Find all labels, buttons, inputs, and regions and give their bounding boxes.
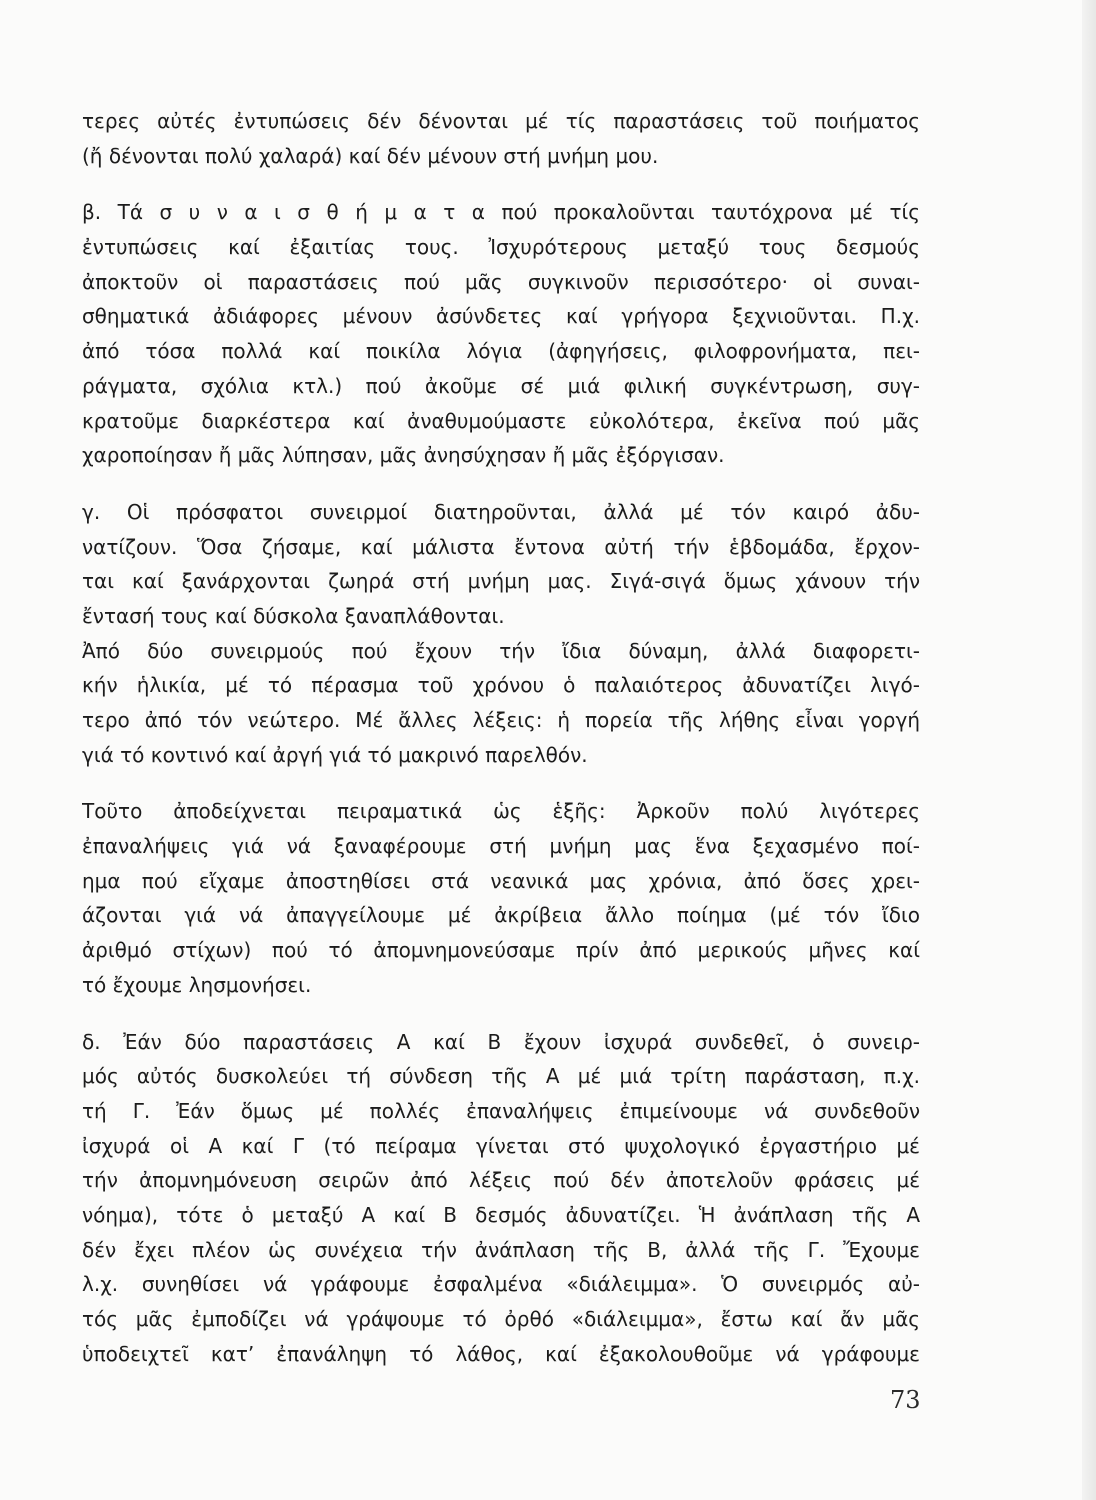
text-line: ἐπαναλήψεις γιά νά ξαναφέρουμε στή μνήμη μας ἕνα ξεχασμένο ποί- xyxy=(82,834,920,859)
text-line: ται καί ξανάρχονται ζωηρά στή μνήμη μας. Σιγά-σιγά ὅμως χάνουν τήν xyxy=(82,569,920,594)
paragraph xyxy=(82,495,920,634)
page-edge-shadow xyxy=(1082,0,1096,1500)
text-line: τός μᾶς ἐμποδίζει νά γράψουμε τό ὀρθό «διάλειμμα», ἔστω καί ἄν μᾶς xyxy=(82,1307,920,1331)
text-line: τερο ἀπό τόν νεώτερο. Μέ ἄλλες λέξεις: ἡ πορεία τῆς λήθης εἶναι γοργή xyxy=(82,708,920,732)
text-line: ἰσχυρά οἱ Α καί Γ (τό πείραμα γίνεται στό ψυχολογικό ἐργαστήριο μέ xyxy=(82,1133,920,1158)
text-line: νόημα), τότε ὁ μεταξύ Α καί Β δεσμός ἀδυνατίζει. Ἡ ἀνάπλαση τῆς Α xyxy=(82,1202,920,1227)
text-line: (ἤ δένονται πολύ χαλαρά) καί δέν μένουν στή μνήμη μου. xyxy=(82,143,659,168)
text-line: δ. Ἐάν δύο παραστάσεις Α καί Β ἔχουν ἰσχυρά συνδεθεῖ, ὁ συνειρ- xyxy=(82,1029,920,1054)
text-line: γ. Οἱ πρόσφατοι συνειρμοί διατηροῦνται, ἀλλά μέ τόν καιρό ἀδυ- xyxy=(82,499,920,524)
paragraph xyxy=(82,1025,920,1372)
paragraph xyxy=(82,794,920,1002)
paragraph-gap xyxy=(82,173,920,195)
paragraph xyxy=(82,104,920,173)
text-line: τή Γ. Ἐάν ὅμως μέ πολλές ἐπαναλήψεις ἐπιμείνουμε νά συνδεθοῦν xyxy=(82,1098,920,1123)
paragraph-gap xyxy=(82,473,920,495)
page-number: 73 xyxy=(890,1386,921,1414)
paragraph-gap xyxy=(82,772,920,794)
text-line: ἀριθμό στίχων) πού τό ἀπομνημονεύσαμε πρίν ἀπό μερικούς μῆνες καί xyxy=(82,938,920,963)
text-line: β. Τά σ υ ν α ι σ θ ή μ α τ α πού προκαλοῦνται ταυτόχρονα μέ τίς xyxy=(82,200,920,225)
text-line: ράγματα, σχόλια κτλ.) πού ἀκοῦμε σέ μιά φιλική συγκέντρωση, συγ- xyxy=(82,373,920,398)
text-line: γιά τό κοντινό καί ἀργή γιά τό μακρινό παρελθόν. xyxy=(82,742,588,767)
text-line: κρατοῦμε διαρκέστερα καί ἀναθυμούμαστε εὐκολότερα, ἐκεῖνα πού μᾶς xyxy=(82,408,920,433)
text-line: τερες αὐτές ἐντυπώσεις δέν δένονται μέ τίς παραστάσεις τοῦ ποιήματος xyxy=(82,109,920,133)
text-line: λ.χ. συνηθίσει νά γράφουμε ἐσφαλμένα «διάλειμμα». Ὁ συνειρμός αὐ- xyxy=(82,1272,920,1297)
text-line: άζονται γιά νά ἀπαγγείλουμε μέ ἀκρίβεια ἄλλο ποίημα (μέ τόν ἴδιο xyxy=(82,903,920,928)
text-line: κήν ἡλικία, μέ τό πέρασμα τοῦ χρόνου ὁ παλαιότερος ἀδυνατίζει λιγό- xyxy=(82,673,920,698)
text-line: δέν ἔχει πλέον ὡς συνέχεια τήν ἀνάπλαση τῆς Β, ἀλλά τῆς Γ. Ἔχουμε xyxy=(82,1237,920,1262)
paragraph xyxy=(82,634,920,773)
body-text xyxy=(82,104,920,1371)
text-line: τό ἔχουμε λησμονήσει. xyxy=(82,972,312,997)
text-line: Τοῦτο ἀποδείχνεται πειραματικά ὡς ἑξῆς: Ἀρκοῦν πολύ λιγότερες xyxy=(82,799,920,824)
text-line: Ἀπό δύο συνειρμούς πού ἔχουν τήν ἴδια δύναμη, ἀλλά διαφορετι- xyxy=(82,638,920,663)
paragraph-gap xyxy=(82,1003,920,1025)
text-line: ὑποδειχτεῖ κατ’ ἐπανάληψη τό λάθος, καί ἐξακολουθοῦμε νά γράφουμε xyxy=(82,1341,920,1366)
text-line: νατίζουν. Ὅσα ζήσαμε, καί μάλιστα ἔντονα αὐτή τήν ἑβδομάδα, ἔρχον- xyxy=(82,534,920,559)
text-line: σθηματικά ἀδιάφορες μένουν ἀσύνδετες καί γρήγορα ξεχνιοῦνται. Π.χ. xyxy=(82,304,920,329)
text-line: ἔντασή τους καί δύσκολα ξαναπλάθονται. xyxy=(82,603,505,628)
text-line: μός αὐτός δυσκολεύει τή σύνδεση τῆς Α μέ μιά τρίτη παράσταση, π.χ. xyxy=(82,1064,920,1089)
text-line: ἀπό τόσα πολλά καί ποικίλα λόγια (ἀφηγήσεις, φιλοφρονήματα, πει- xyxy=(82,339,920,364)
text-line: ἀποκτοῦν οἱ παραστάσεις πού μᾶς συγκινοῦν περισσότερο· οἱ συναι- xyxy=(82,269,920,294)
text-line: ἐντυπώσεις καί ἐξαιτίας τους. Ἰσχυρότερους μεταξύ τους δεσμούς xyxy=(82,235,920,260)
text-line: τήν ἀπομνημόνευση σειρῶν ἀπό λέξεις πού δέν ἀποτελοῦν φράσεις μέ xyxy=(82,1168,920,1193)
paragraph xyxy=(82,195,920,473)
text-line: χαροποίησαν ἤ μᾶς λύπησαν, μᾶς ἀνησύχησαν ἤ μᾶς ἐξόργισαν. xyxy=(82,443,725,468)
text-line: ημα πού εἴχαμε ἀποστηθίσει στά νεανικά μας χρόνια, ἀπό ὅσες χρει- xyxy=(82,868,920,893)
